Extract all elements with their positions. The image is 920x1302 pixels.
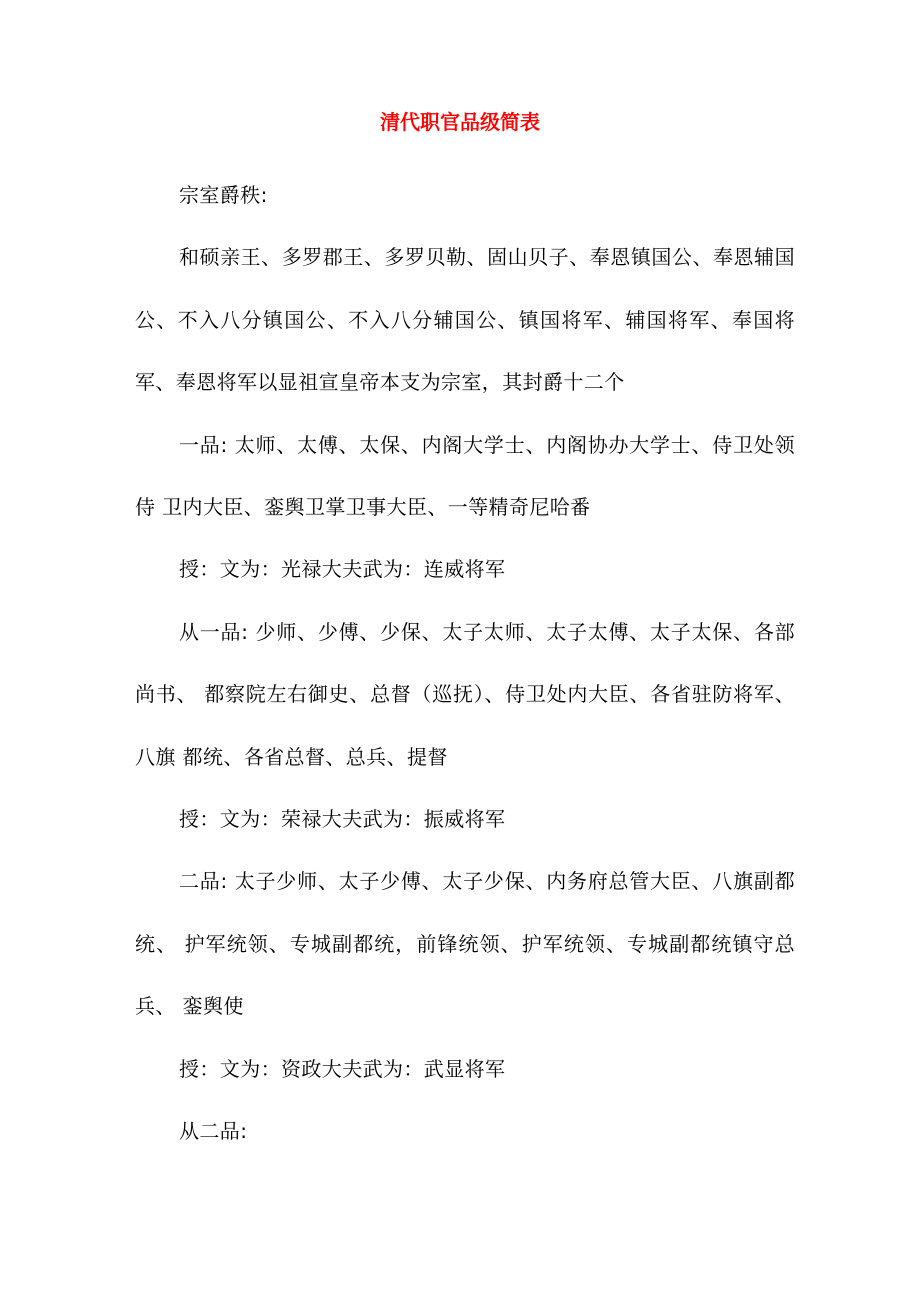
paragraph-rank-2-grant: 授：文为：资政大夫武为：武显将军 [179, 1056, 506, 1081]
paragraph-rank-1-sub-grant: 授：文为：荣禄大夫武为：振威将军 [179, 807, 506, 832]
paragraph-zongshi-heading: 宗室爵秩: [179, 183, 268, 207]
paragraph-zongshi-titles: 和硕亲王、多罗郡王、多罗贝勒、固山贝子、奉恩镇国公、奉恩辅国公、不入八分镇国公、不入八分辅国公、镇国将军、辅国将军、奉国将军、奉恩将军以显祖宣皇帝本支为宗室，其封爵十二个 [135, 245, 795, 395]
paragraph-rank-2: 二品: 太子少师、太子少傅、太子少保、内务府总管大臣、八旗副都统、 护军统领、专城副都统，前锋统领、护军统领、专城副都统镇守总兵、 銮舆使 [135, 869, 795, 1019]
paragraph-rank-1-grant: 授：文为：光禄大夫武为：连威将军 [179, 557, 506, 582]
document-body [135, 164, 795, 1163]
paragraph-rank-1: 一品: 太师、太傅、太保、内阁大学士、内阁协办大学士、侍卫处领侍 卫内大臣、銮舆卫掌卫事大臣、一等精奇尼哈番 [135, 432, 795, 520]
document-title: 清代职官品级简表 [380, 110, 540, 134]
paragraph-rank-2-sub: 从二品: [179, 1119, 248, 1144]
paragraph-rank-1-sub: 从一品: 少师、少傅、少保、太子太师、太子太傅、太子太保、各部尚书、 都察院左右御史、总督（巡抚）、侍卫处内大臣、各省驻防将军、八旗 都统、各省总督、总兵、提督 [135, 619, 795, 769]
